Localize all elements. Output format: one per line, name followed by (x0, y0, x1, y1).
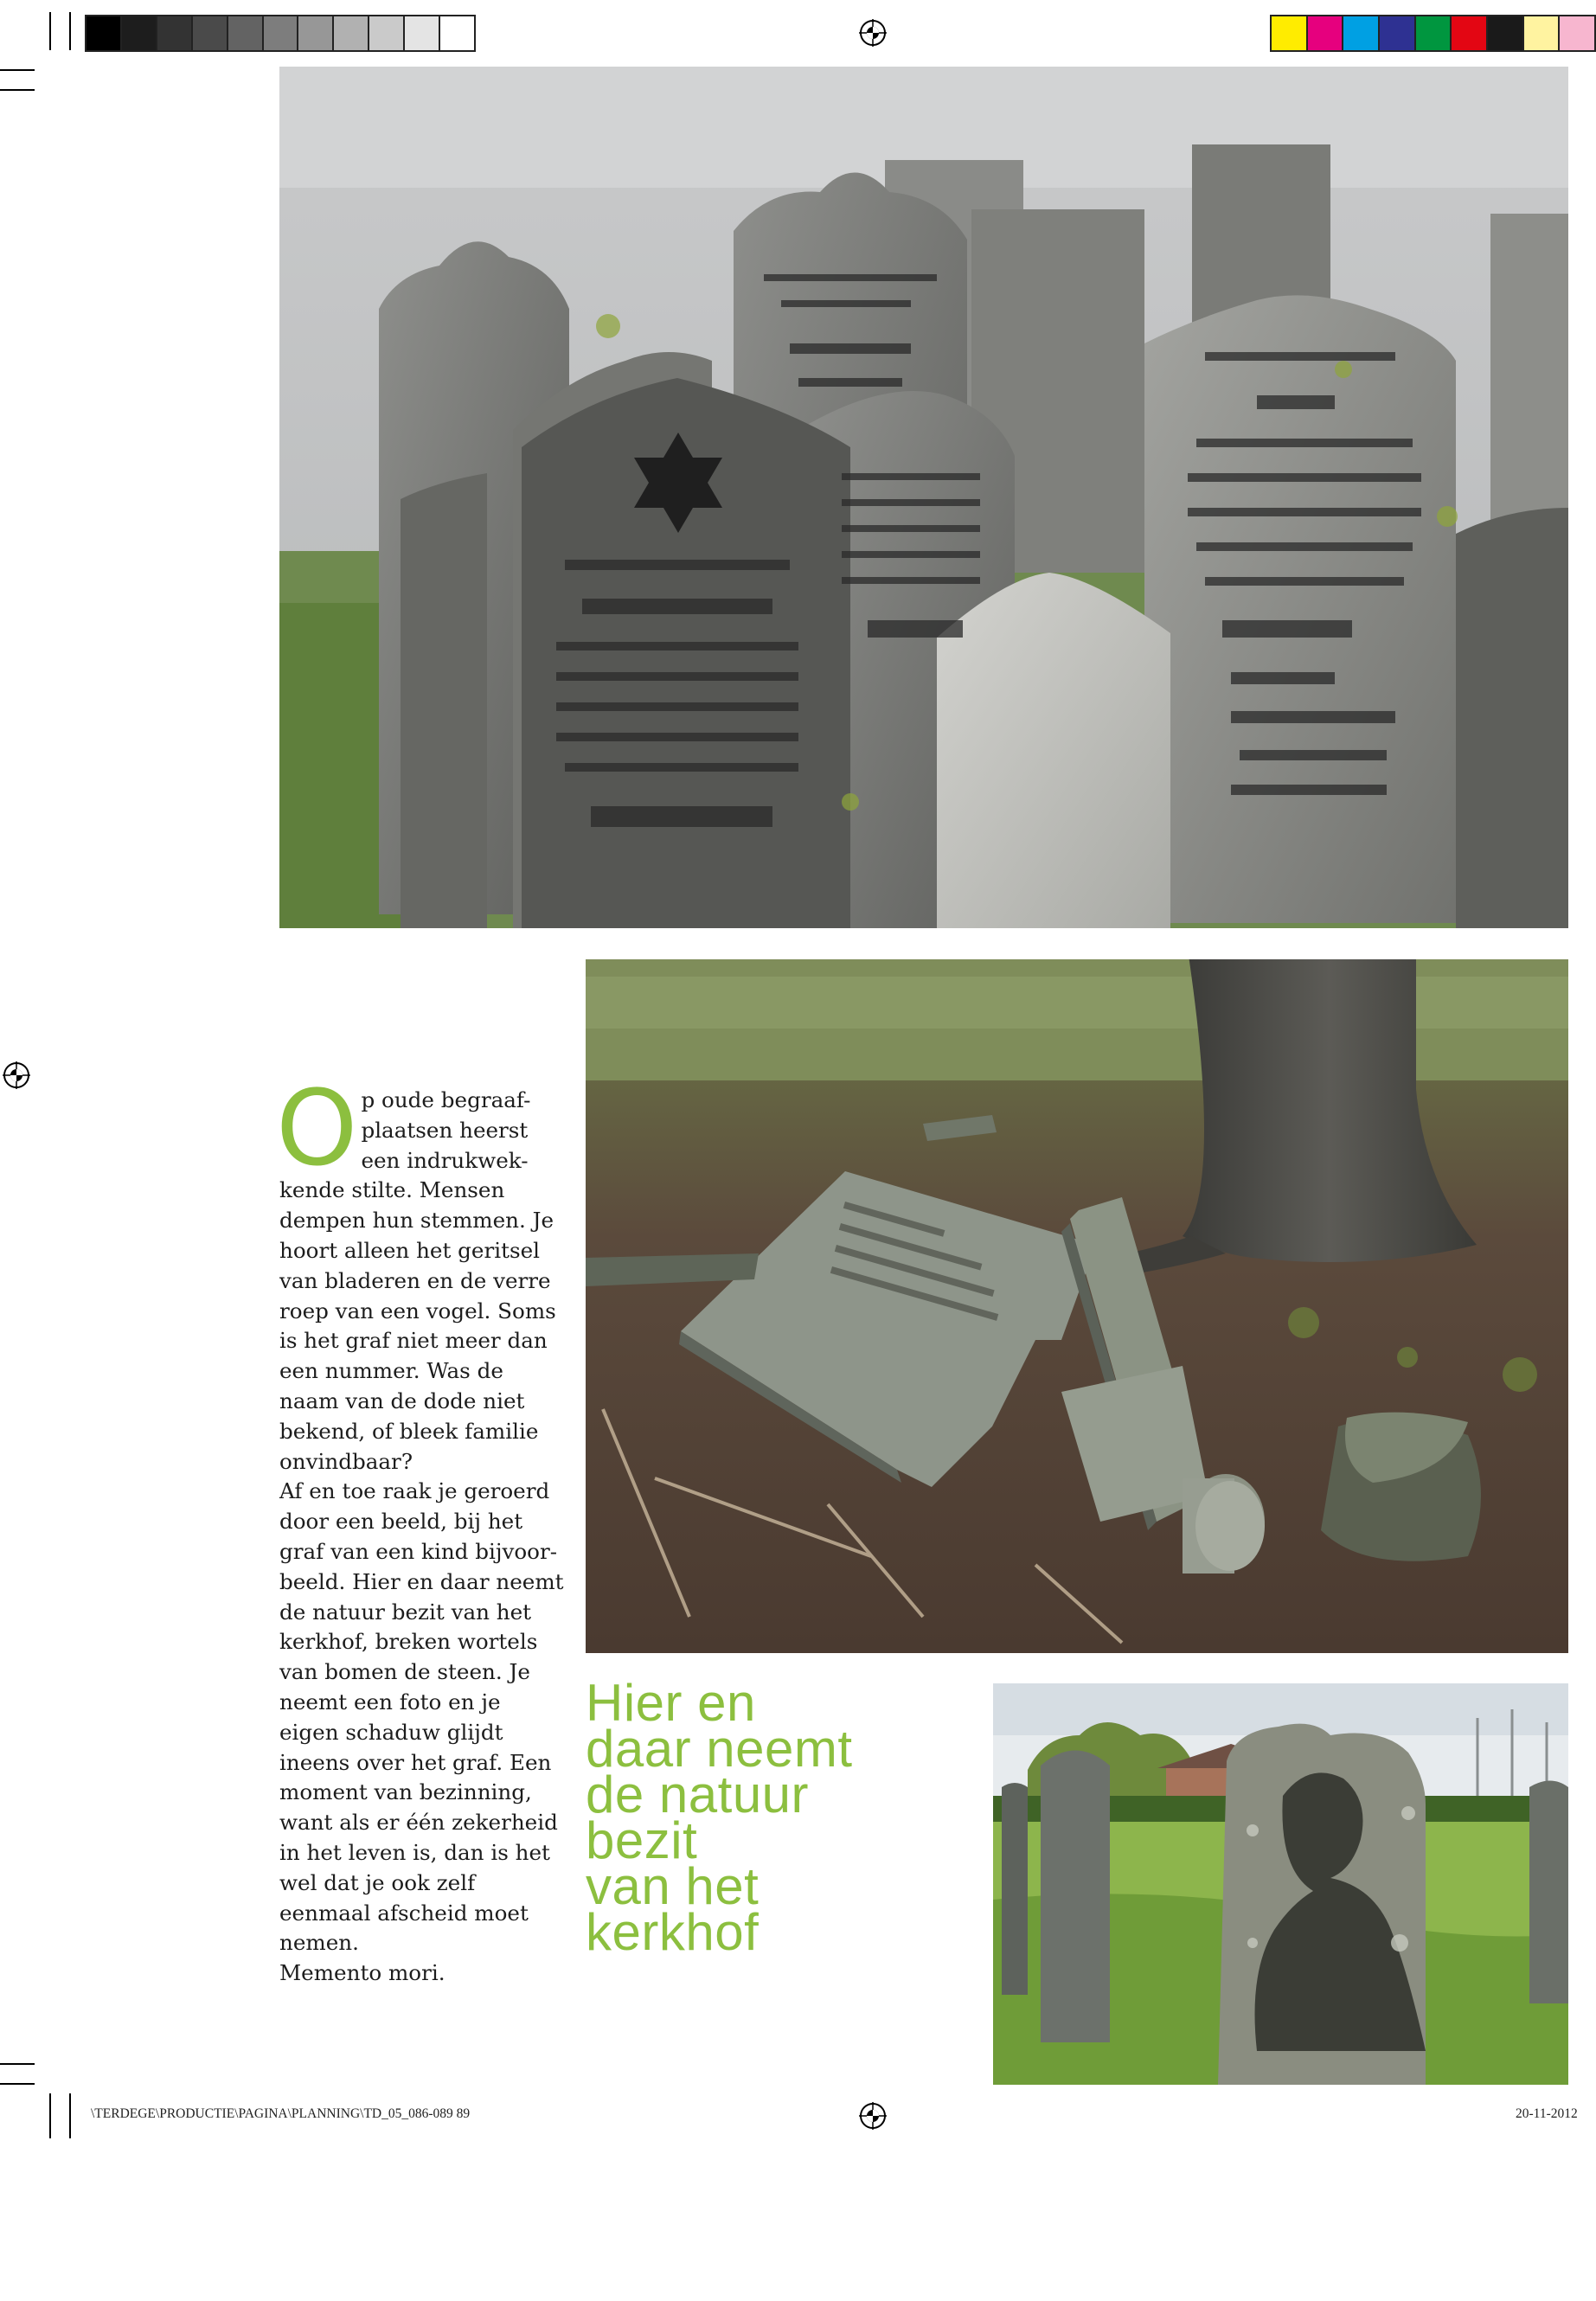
calibration-swatch (122, 16, 157, 50)
article-paragraph-text: p oude begraaf-plaatsen heerst een indrukwek-kende stilte. Mensen dempen hun stemmen. Je hoort alleen het geritsel van bladeren en de verre roep van een vogel. Soms is het graf niet meer dan een nummer. Was de naam van de dode niet bekend, of bleek familie onvindbaar? (279, 1087, 556, 1474)
calibration-swatch (228, 16, 264, 50)
photo-fallen-gravestones-under-tree (586, 959, 1568, 1653)
crop-mark (49, 2093, 51, 2138)
pull-quote-line: Hier en (586, 1674, 756, 1732)
calibration-swatch (264, 16, 299, 50)
crop-mark (69, 2093, 71, 2138)
pull-quote-line: kerkhof (586, 1903, 760, 1961)
drop-cap: O (276, 1069, 358, 1189)
color-calibration-bar (1270, 15, 1596, 52)
grey-calibration-bar (85, 15, 476, 52)
calibration-swatch (334, 16, 369, 50)
crop-mark (0, 2083, 35, 2085)
pull-quote-line: de natuur (586, 1766, 810, 1823)
article-paragraph: Af en toe raak je geroerd door een beeld, bij het graf van een kind bijvoor-beeld. Hier en daar neemt de natuur bezit van het kerkhof, breken wortels van bomen de steen. Je neemt een foto en je eigen schaduw glijdt ineens over het graf. Een moment van bezinning, want als er één zekerheid in het leven is, dan is het wel dat je ook zelf eenmaal afscheid moet nemen. (279, 1478, 564, 1956)
crop-mark (0, 89, 35, 91)
crop-mark (49, 12, 51, 50)
calibration-swatch (1272, 16, 1308, 50)
crop-mark (69, 12, 71, 50)
calibration-swatch (1343, 16, 1380, 50)
photo-shadow-on-gravestone (993, 1683, 1568, 2085)
registration-mark-icon (859, 2102, 887, 2130)
crop-mark (0, 2063, 35, 2065)
photo-jewish-gravestones (279, 67, 1568, 928)
calibration-swatch (405, 16, 440, 50)
calibration-swatch (369, 16, 405, 50)
article-paragraph (276, 1069, 565, 1477)
pull-quote-line: bezit (586, 1811, 698, 1869)
calibration-swatch (1524, 16, 1561, 50)
calibration-swatch (440, 16, 474, 50)
registration-mark-icon (3, 1061, 30, 1089)
footer-date: 20-11-2012 (1516, 2106, 1578, 2121)
pull-quote (586, 1674, 914, 1961)
calibration-swatch (1380, 16, 1416, 50)
crop-mark (0, 69, 35, 71)
registration-mark-icon (859, 19, 887, 47)
calibration-swatch (1452, 16, 1488, 50)
article-paragraph: Memento mori. (279, 1960, 445, 1986)
calibration-swatch (157, 16, 193, 50)
calibration-swatch (87, 16, 122, 50)
calibration-swatch (1560, 16, 1594, 50)
calibration-swatch (298, 16, 334, 50)
pull-quote-line: daar neemt (586, 1720, 853, 1778)
calibration-swatch (193, 16, 228, 50)
footer-file-slug: \TERDEGE\PRODUCTIE\PAGINA\PLANNING\TD_05_086-089 89 (91, 2106, 471, 2121)
calibration-swatch (1416, 16, 1452, 50)
article-body (276, 1069, 565, 1989)
pull-quote-line: van het (586, 1857, 760, 1915)
calibration-swatch (1488, 16, 1524, 50)
calibration-swatch (1308, 16, 1344, 50)
